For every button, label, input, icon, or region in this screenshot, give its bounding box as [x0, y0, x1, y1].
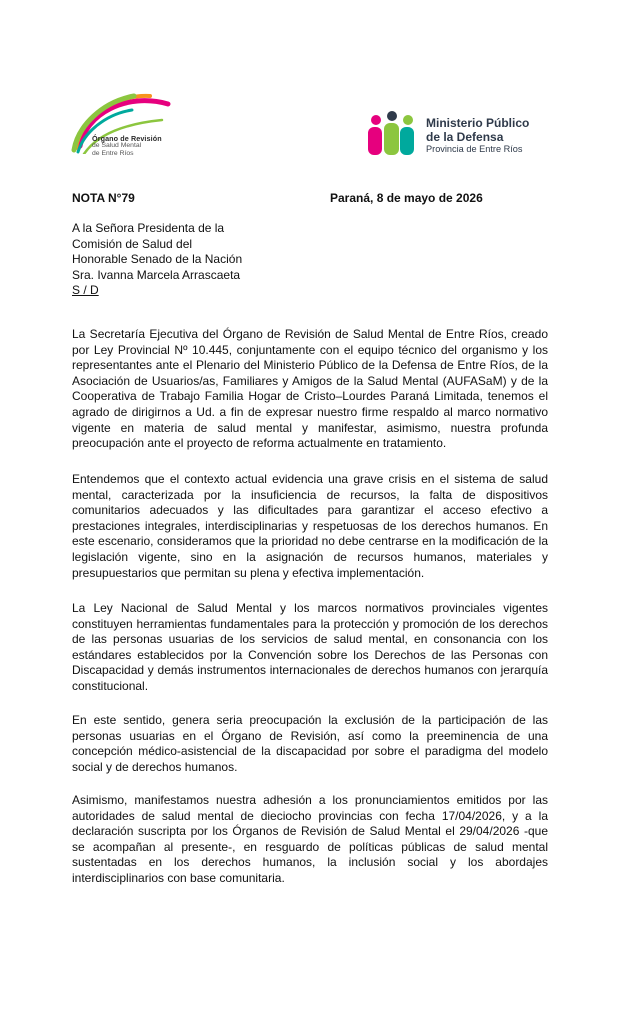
right-logo-line2: de la Defensa [426, 130, 504, 144]
paragraph-5: Asimismo, manifestamos nuestra adhesión a los pronunciamientos emitidos por las autoridades de salud mental de dieciocho provincias con fecha 17/04/2026, y a la declaración suscripta por los Órganos de Revisión de Salud Mental el 29/04/2026 -que se acompañan al presente-, en resguardo de políticas públicas de salud mental sustentadas en los derechos humanos, la inclusión social y los abordajes interdisciplinarios con base comunitaria. [72, 793, 548, 885]
recipient-block [72, 221, 242, 299]
right-logo-line1: Ministerio Público [426, 116, 530, 130]
recipient-line: A la Señora Presidenta de la [72, 221, 225, 235]
right-logo-line3: Provincia de Entre Ríos [426, 144, 523, 154]
recipient-line: Sra. Ivanna Marcela Arrascaeta [72, 267, 241, 282]
paragraph-3: La Ley Nacional de Salud Mental y los marcos normativos provinciales vigentes constituyen herramientas fundamentales para la protección y promoción de los derechos de las personas usuarias de los servicios de salud mental, en consonancia con los estándares establecidos por la Convención sobre los Derechos de las Personas con Discapacidad y demás instrumentos internacionales de derechos humanos con jerarquía constitucional. [72, 601, 548, 693]
letter-date: Paraná, 8 de mayo de 2026 [330, 191, 483, 205]
paragraph-4: En este sentido, genera seria preocupación la exclusión de la participación de las personas usuarias en el Órgano de Revisión, así como la preeminencia de una concepción médico-asistencial de la discapacidad por sobre el paradigma del modelo social y de derechos humanos. [72, 713, 548, 774]
organo-revision-logo [66, 74, 196, 174]
left-logo-line3: de Entre Ríos [92, 150, 134, 157]
note-number: NOTA N°79 [72, 191, 135, 205]
sd-line: S / D [72, 283, 99, 298]
paragraph-2: Entendemos que el contexto actual evidencia una grave crisis en el sistema de salud mental, caracterizada por la insuficiencia de recursos, la falta de dispositivos comunitarios adecuados y las dificultades para garantizar el acceso efectivo a prestaciones integrales, interdisciplinarias y respetuosas de los derechos humanos. En este escenario, consideramos que la prioridad no debe centrarse en la modificación de la legislación vigente, sino en la asignación de recursos humanos, materiales y presupuestarios que permitan su plena y efectiva implementación. [72, 472, 548, 580]
left-logo-line2: de Salud Mental [92, 142, 142, 149]
recipient-line: Comisión de Salud del [72, 236, 193, 251]
paragraph-1: La Secretaría Ejecutiva del Órgano de Revisión de Salud Mental de Entre Ríos, creado por Ley Provincial Nº 10.445, conjuntamente con el equipo técnico del organismo y los representantes ante el Plenario del Ministerio Público de la Defensa de Entre Ríos, de la Asociación de Usuarios/as, Familiares y Amigos de la Salud Mental (AUFASaM) y de la Cooperativa de Trabajo Familia Hogar de Cristo–Lourdes Paraná Limitada, tenemos el agrado de dirigirnos a Ud. a fin de expresar nuestro firme respaldo al marco normativo vigente en materia de salud mental y manifestar, asimismo, nuestra profunda preocupación ante el proyecto de reforma actualmente en tratamiento. [72, 327, 548, 451]
people-figures-icon [364, 110, 422, 162]
ministerio-publico-logo [364, 110, 564, 170]
left-logo-line1: Órgano de Revisión [92, 134, 162, 143]
recipient-line: Honorable Senado de la Nación [72, 252, 243, 267]
